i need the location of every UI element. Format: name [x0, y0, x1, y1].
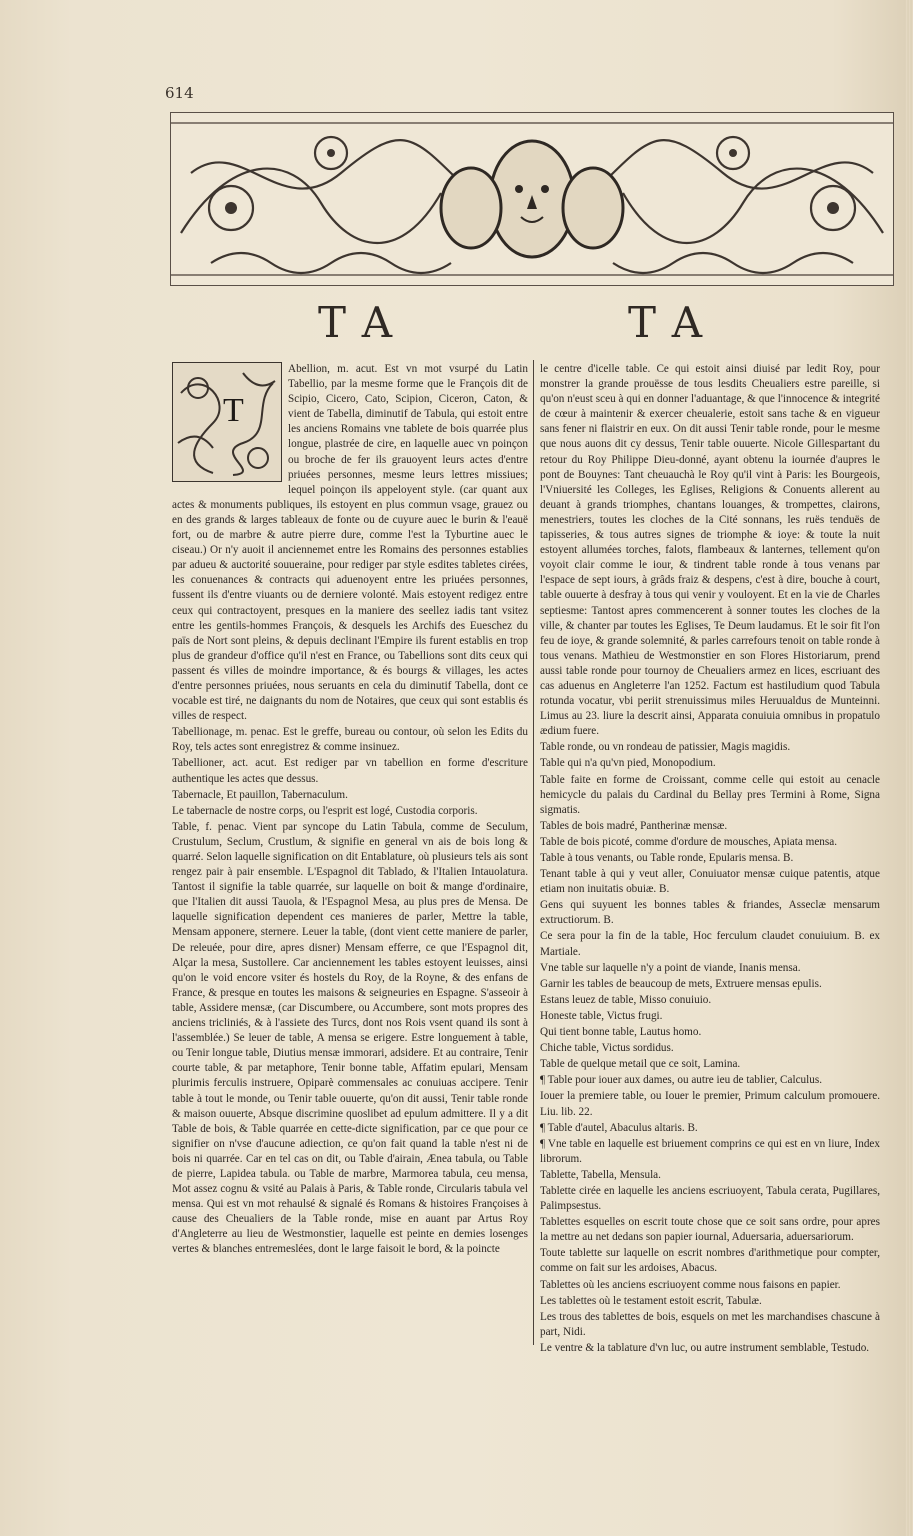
decorated-initial [172, 362, 282, 482]
list-item: Vne table sur laquelle n'y a point de viande, Inanis mensa. [540, 961, 801, 974]
page-edge [905, 0, 913, 1536]
list-item: Honeste table, Victus frugi. [540, 1009, 663, 1022]
list-item: Tablette, Tabella, Mensula. [540, 1168, 661, 1181]
list-item: Le ventre & la tablature d'vn luc, ou autre instrument semblable, Testudo. [540, 1341, 870, 1354]
list-item: Les tablettes où le testament estoit escrit, Tabulæ. [540, 1294, 762, 1307]
entry-table-ronde-continued: le centre d'icelle table. Ce qui estoit ainsi diuisé par ledit Roy, pour monstrer la grande prouësse de tous lesdits Cheualiers estre pareille, si qu'on n'eust sceu à qui en donner l'aduantage, & que l'innocence & integrité de cœur à maintenir & exercer cheualerie, estoit sans tache & en vigueur sans fener ni flaistrir en eux. On dit aussi Tenir table ronde, pour le mesme que nous auons dit cy dessus, Tenir table ouuerte. Nicole Gillespartant du retour du Roy Philippe Dieu-donné, ayant obtenu la iournée d'aupres le pont de Bouynes: Tant cheuauchà le Roy qu'il vint à Paris: les Bourgeois, l'Vniuersité les Colleges, les Eglises, Religions & Conuents allerent au deuant à grands triomphes, chantans louanges, & trompettes, clairons, menestriers, toutes les cloches de la Cité sonnans, les ruës tenduës de tapisseries, & tous autres signes de triomphe & ioye: & toute la nuit estoyent allumées torches, falots, flambeaux & lanternes, tellement qu'on voyoit clair comme le iour, & tindrent table ronde à tous venans par l'espace de sept iours, à grâds fraiz & despens, c'est à dire, bouche à court, table ouuerte à desfray à tous qui venir y vouloyent. Et en la vie de Charles septiesme: Tantost apres commencerent à sonner toutes les cloches de la ville, & chanter par toutes les Eglises, Te Deum laudamus. Et le soir fit l'on feu de ioye, & grande solemnité, & parles carrefours tenoit on table ronde à tous venans. Mathieu de Westmonstier en son Flores Historiarum, prend aussi table ronde pour tournoy de Cheualiers armez en lices, escriuant des cas aduenus en Angleterre l'an 1252. Factum est hastiludium quod Tabula rotunda vocatur, vbi periit strenuissimus miles Heruualdus de Munteinni. Limus au 23. liure la descrit ainsi, Apparata conuiuia omnibus in propatulo ædium fuere. [540, 363, 880, 738]
list-item: Les trous des tablettes de bois, esquels on met les marchandises chascune à part, Nidi. [540, 1310, 880, 1338]
ornamental-headpiece [170, 112, 894, 286]
list-item: Estans leuez de table, Misso conuiuio. [540, 993, 712, 1006]
running-head-left: TA [318, 298, 411, 347]
list-item: ¶ Vne table en laquelle est briuement comprins ce qui est en vn liure, Index librorum. [540, 1137, 880, 1165]
entry-tabellioner: Tabellioner, act. acut. Est rediger par vn tabellion en forme d'escriture authentique les actes que dessus. [172, 757, 528, 785]
list-item: Qui tient bonne table, Lautus homo. [540, 1026, 702, 1039]
initial-letter: T [223, 392, 244, 429]
list-item: Tablettes esquelles on escrit toute chose que ce soit sans ordre, pour apres la mettre au net dedans son papier iournal, Aduersaria, aduersariorum. [540, 1216, 880, 1244]
list-item: Table de bois picoté, comme d'ordure de mousches, Apiata mensa. [540, 835, 837, 848]
list-item: Chiche table, Victus sordidus. [540, 1042, 674, 1055]
entry-tabellion: Abellion, m. acut. Est vn mot vsurpé du Latin Tabellio, par la mesme forme que le François dit de Scipio, Cicero, Cato, Scipion, Ciceron, Caton, & vient de Tabella, diminutif de Tabula, qui estoit entre les anciens Romains vne tablete de bois quarrée plus longue, plastrée de cire, en laquelle auec vn poinçon ou broche de fer ils grauoyent leurs actes d'entre priuées personnes, mesme leurs lettres missiues; lequel poinçon ils appeloyent style. (car quant aux actes & monuments publiques, ils estoyent en plus commun vsage, grauez ou en des grands & larges tableaux de fonte ou de cuyure auec le burin & l'eauë fort, ou de marbre & autre pierre dure, comme l'est la Tyburtine auec le ciseau.) Or n'y auoit il anciennemet entre les Romains des personnes establies par adueu & auctorité souueraine, pour rediger par style esdites tabletes cirées, les conuenances & contracts qui aduenoyent entre les priuées personnes, fussent ils d'entre viuants ou de derniere volonté. Mais estoyent redigez entre ceux qui contractoyent, presques en la maniere des seellez iadis tant vsitez entre les gentils-hommes François, & desquels les Archifs des Eueschez du païs de Nort sont pleins, & depuis declinant l'Empire ils furent establis en trop plus de grandeur d'office qu'il n'est en France, ou Tabellions sont dits ceux qui passent és villes de moindre importance, & és bourgs & villages, les actes d'entre personnes priuées, nous seruants en cela du diminutif Tabella, dont ce vocable est tiré, ne daignants du nom de Notaires, que ceux qui sont establis és villes de respect. [172, 363, 528, 723]
list-item: Tables de bois madré, Pantherinæ mensæ. [540, 819, 728, 832]
headpiece-ornament-icon [171, 113, 893, 285]
list-item: Table qui n'a qu'vn pied, Monopodium. [540, 757, 716, 770]
list-item: Tablette cirée en laquelle les anciens escriuoyent, Tabula cerata, Pugillares, Palimpsestus. [540, 1184, 880, 1213]
column-divider [533, 360, 534, 1345]
entry-tabellionage: Tabellionage, m. penac. Est le greffe, bureau ou contour, où selon les Edits du Roy, tels actes sont enregistrez & comme insinuez. [172, 726, 528, 754]
running-head-right: TA [628, 298, 721, 347]
list-item: Tenant table à qui y veut aller, Conuiuator mensæ cuique patentis, atque etiam non inuitatis obuiæ. B. [540, 868, 880, 896]
list-item: Tablettes où les anciens escriuoyent comme nous faisons en papier. [540, 1278, 841, 1291]
list-item: Table faite en forme de Croissant, comme celle qui estoit au cenacle hemicycle du palais du Cardinal du Bellay pres Termini à Rome, Signa sigmatis. [540, 773, 880, 816]
list-item: ¶ Table d'autel, Abaculus altaris. B. [540, 1121, 698, 1134]
entry-tabernacle-corps: Le tabernacle de nostre corps, ou l'esprit est logé, Custodia corporis. [172, 804, 478, 817]
entry-table: Table, f. penac. Vient par syncope du Latin Tabula, comme de Seculum, Crustulum, Seclum, Crustlum, & signifie en general vn ais de bois long & quarré. Selon laquelle signification on dit Entablature, où plusieurs tels ais sont rengez pair à pair ensemble. L'Espagnol dit Tablado, & l'Italien Intauolatura. Tantost il signifie la table quarrée, sur laquelle on boit & mange d'ordinaire, que l'Italien dit aussi Tauola, & l'Espagnol Mesa, au plus pres de Mensa. De laquelle signification dependent ces manieres de parler, Mettre la table, Mensam apponere, sternere. Leuer la table, (dont vient cette maniere de parler, De releuée, pour dire, apres disner) Mensam efferre, ce que l'Espagnol dit, Alçar la mesa, Sustollere. Car anciennement les tables estoyent leuisses, ainsi qu'on le void encore vsiter és hostels du Roy, de la Royne, & des enfans de France, & presque en toutes les maisons & seigneuries en Espagne. S'asseoir à table, Assidere mensæ, (car Discumbere, ou Accumbere, sont mots propres des anciens tricliniés, & à l'assiete des Turcs, dont nos Rois vsent quand ils sont à l'assemblée.) Se leuer de table, A mensa se erigere. Estre longuement à table, ou Tenir longue table, Diutius mensæ immorari, adsidere. Et au contraire, Tenir courte table, & par metaphore, Tenir bonne table, Affatim epulari, Mensam plurimis ferculis instruere, Opiparè commensales ac conuiuas accipere. Tenir table à tout le monde, ou Tenir table ouuerte, qu'on dit aussi, Tenir table ronde & maison ouuerte, Absque discrimine quoslibet ad epulum admittere. Il y a dit Table de bois, & Table quarrée en cette-dicte signification, par ce que pour ce signifier on n'vse d'aucune adiection, ce qu'on fait quand la table n'est ni de bois ni quarrée. Car en tel cas on dit, ou Table d'airain, Ænea tabula, ou Table de pierre, Lapidea tabula. ou Table de marbre, Marmorea tabula, ceu mensa, Mot assez cognu & vsité au Palais à Paris, & Table ronde, Circularis tabula vel mensa. Qui est vn mot rehaulsé & signalé és Romans & histoires Françoises à cause des Cheualiers de la Table ronde, mise en auant par Artus Roy d'Angleterre au lieu de Westmonstier, laquelle est peinte en demies losenges vertes & blanches entremeslées, dont le large faisoit le bord, & la poincte [172, 820, 528, 1256]
right-column [540, 362, 880, 1357]
list-item: Gens qui suyuent les bonnes tables & friandes, Asseclæ mensarum extructiorum. B. [540, 899, 880, 927]
list-item: Iouer la premiere table, ou Iouer le premier, Primum calculum promouere. Liu. lib. 22. [540, 1090, 880, 1118]
entry-tabernacle: Tabernacle, Et pauillon, Tabernaculum. [172, 788, 348, 801]
list-item: Table ronde, ou vn rondeau de patissier, Magis magidis. [540, 741, 791, 754]
list-item: Toute tablette sur laquelle on escrit nombres d'arithmetique pour compter, comme on fait sur les ardoises, Abacus. [540, 1247, 880, 1275]
list-item: ¶ Table pour iouer aux dames, ou autre ieu de tablier, Calculus. [540, 1074, 822, 1087]
list-item: Ce sera pour la fin de la table, Hoc ferculum claudet conuiuium. B. ex Martiale. [540, 930, 880, 958]
left-column [172, 362, 528, 1259]
list-item: Table de quelque metail que ce soit, Lamina. [540, 1058, 741, 1071]
list-item: Garnir les tables de beaucoup de mets, Extruere mensas epulis. [540, 977, 822, 990]
list-item: Table à tous venants, ou Table ronde, Epularis mensa. B. [540, 852, 794, 864]
page-number: 614 [165, 84, 194, 102]
